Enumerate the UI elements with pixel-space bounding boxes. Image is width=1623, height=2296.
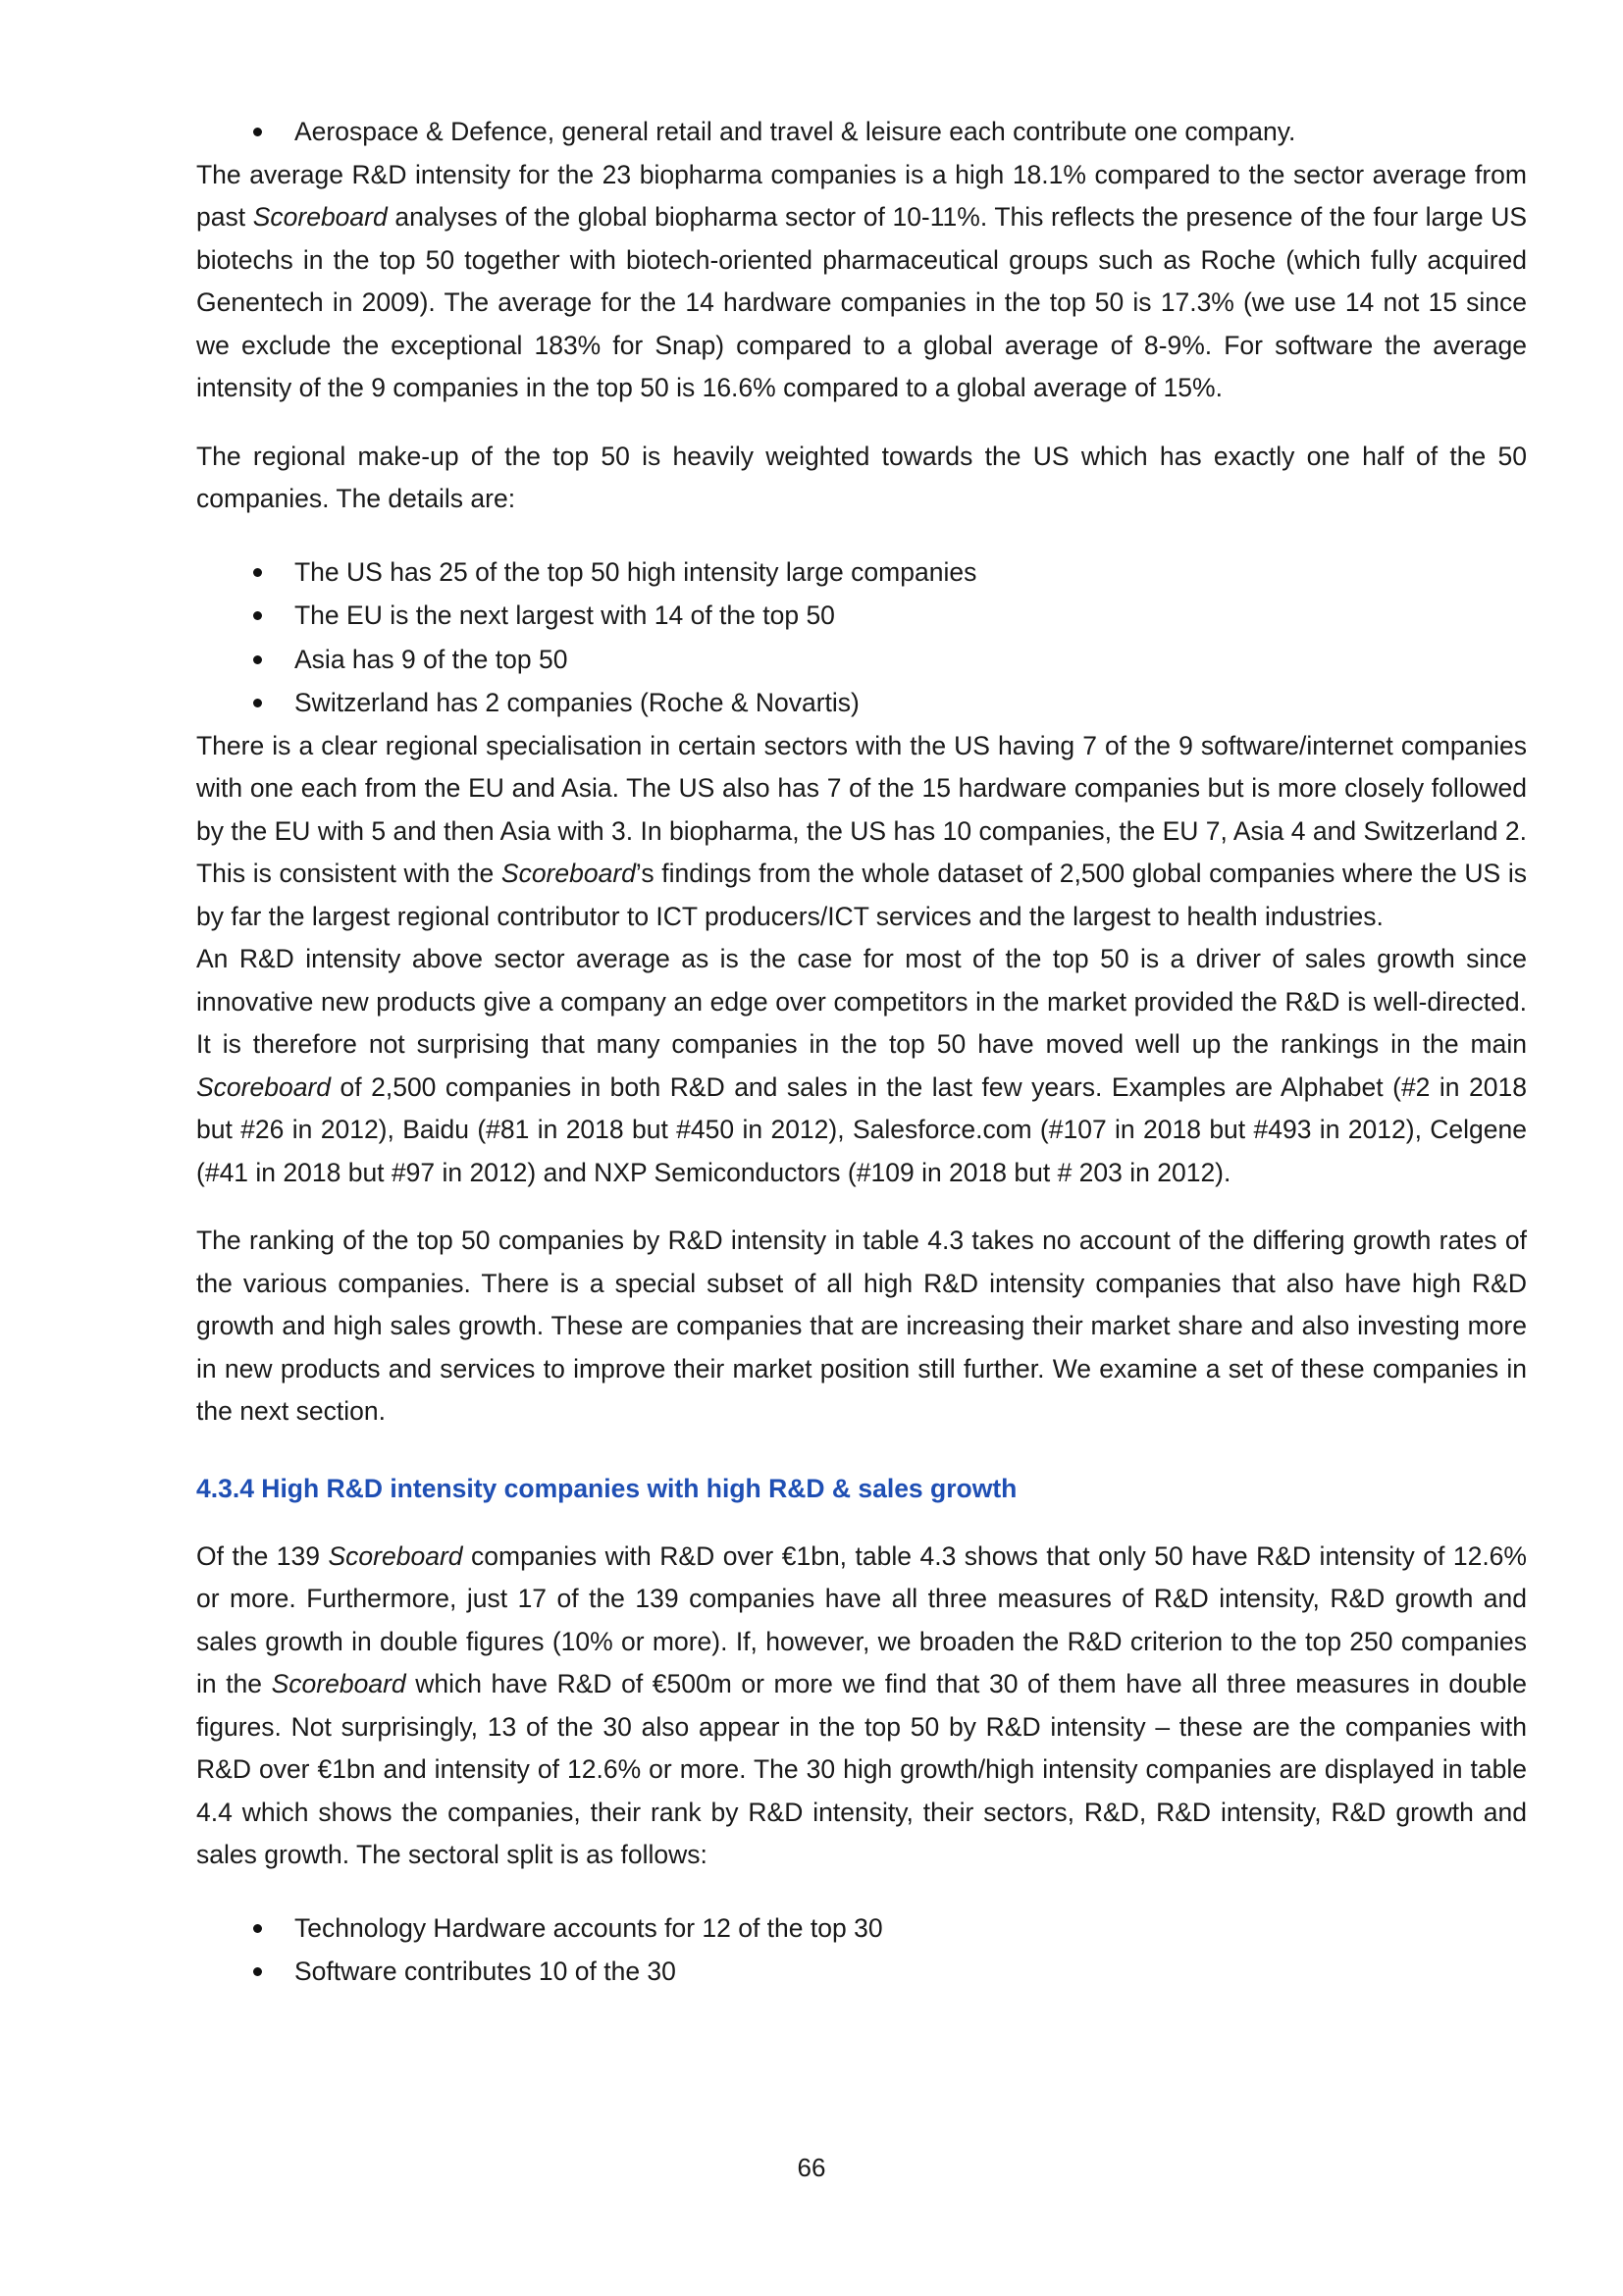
list-item: Asia has 9 of the top 50 <box>294 638 1527 682</box>
paragraph-regional-specialisation: There is a clear regional specialisation in certain sectors with the US having 7 of the 9 software/internet companies with one each from the EU and Asia. The US also has 7 of the 15 hardware companies but is more closely followed by the EU with 5 and then Asia with 3. In biopharma, the US has 10 companies, the EU 7, Asia 4 and Switzerland 2. This is consistent with the Scoreboard’s findings from the whole dataset of 2,500 global companies where the US is by far the largest regional contributor to ICT producers/ICT services and the largest to health industries. <box>196 730 1528 931</box>
paragraph-biopharma-intensity: The average R&D intensity for the 23 biopharma companies is a high 18.1% compared to the sector average from past Scoreboard analyses of the global biopharma sector of 10-11%. This reflects the presence of the four large US biotechs in the top 50 together with biotech-oriented pharmaceutical groups such as Roche (which fully acquired Genentech in 2009). The average for the 14 hardware companies in the top 50 is 17.3% (we use 14 not 15 since we exclude the exceptional 183% for Snap) compared to a global average of 8-9%. For software the average intensity of the 9 companies in the top 50 is 16.6% compared to a global average of 15%. <box>196 159 1528 402</box>
list-item: The EU is the next largest with 14 of the top 50 <box>294 594 1527 638</box>
paragraph-sales-growth-driver: An R&D intensity above sector average as is the case for most of the top 50 is a driver of sales growth since innovative new products give a company an edge over competitors in the market provided the R&D is well-directed. It is therefore not surprising that many companies in the top 50 have moved well up the rankings in the main Scoreboard of 2,500 companies in both R&D and sales in the last few years. Examples are Alphabet (#2 in 2018 but #26 in 2012), Baidu (#81 in 2018 but #450 in 2012), Salesforce.com (#107 in 2018 but #493 in 2012), Celgene (#41 in 2018 but #97 in 2012) and NXP Semiconductors (#109 in 2018 but # 203 in 2012). <box>196 944 1527 1187</box>
list-item: Switzerland has 2 companies (Roche & Novartis) <box>294 681 1527 725</box>
section-heading: 4.3.4 High R&D intensity companies with high R&D & sales growth <box>196 1473 1018 1503</box>
list-item: The US has 25 of the top 50 high intensity large companies <box>294 550 1527 595</box>
paragraph-high-growth-companies: Of the 139 Scoreboard companies with R&D over €1bn, table 4.3 shows that only 50 have R&D intensity of 12.6% or more. Furthermore, just 17 of the 139 companies have all three measures of R&D intensity, R&D growth and sales growth in double figures (10% or more). If, however, we broaden the R&D criterion to the top 250 companies in the Scoreboard which have R&D of €500m or more we find that 30 of them have all three measures in double figures. Not surprisingly, 13 of the 30 also appear in the top 50 by R&D intensity – these are the companies with R&D over €1bn and intensity of 12.6% or more. The 30 high growth/high intensity companies are displayed in table 4.4 which shows the companies, their rank by R&D intensity, their sectors, R&D, R&D intensity, R&D growth and sales growth. The sectoral split is as follows: <box>196 1540 1527 1869</box>
paragraph-regional-intro: The regional make-up of the top 50 is heavily weighted towards the US which has exactly one half of the 50 companies. The details are: <box>196 441 1527 513</box>
list-item: Aerospace & Defence, general retail and travel & leisure each contribute one company. <box>294 110 1527 154</box>
paragraph-ranking-note: The ranking of the top 50 companies by R&D intensity in table 4.3 takes no account of the differing growth rates of the various companies. There is a special subset of all high R&D intensity companies that also have high R&D growth and high sales growth. These are companies that are increasing their market share and also investing more in new products and services to improve their market position still further. We examine a set of these companies in the next section. <box>196 1226 1527 1426</box>
top-bullet-list <box>196 110 1527 154</box>
regional-bullet-list <box>196 550 1527 725</box>
list-item: Technology Hardware accounts for 12 of the top 30 <box>294 1906 1527 1951</box>
page-number: 66 <box>797 2153 826 2182</box>
sector-bullet-list <box>196 1906 1527 1994</box>
list-item: Software contributes 10 of the 30 <box>294 1950 1527 1994</box>
